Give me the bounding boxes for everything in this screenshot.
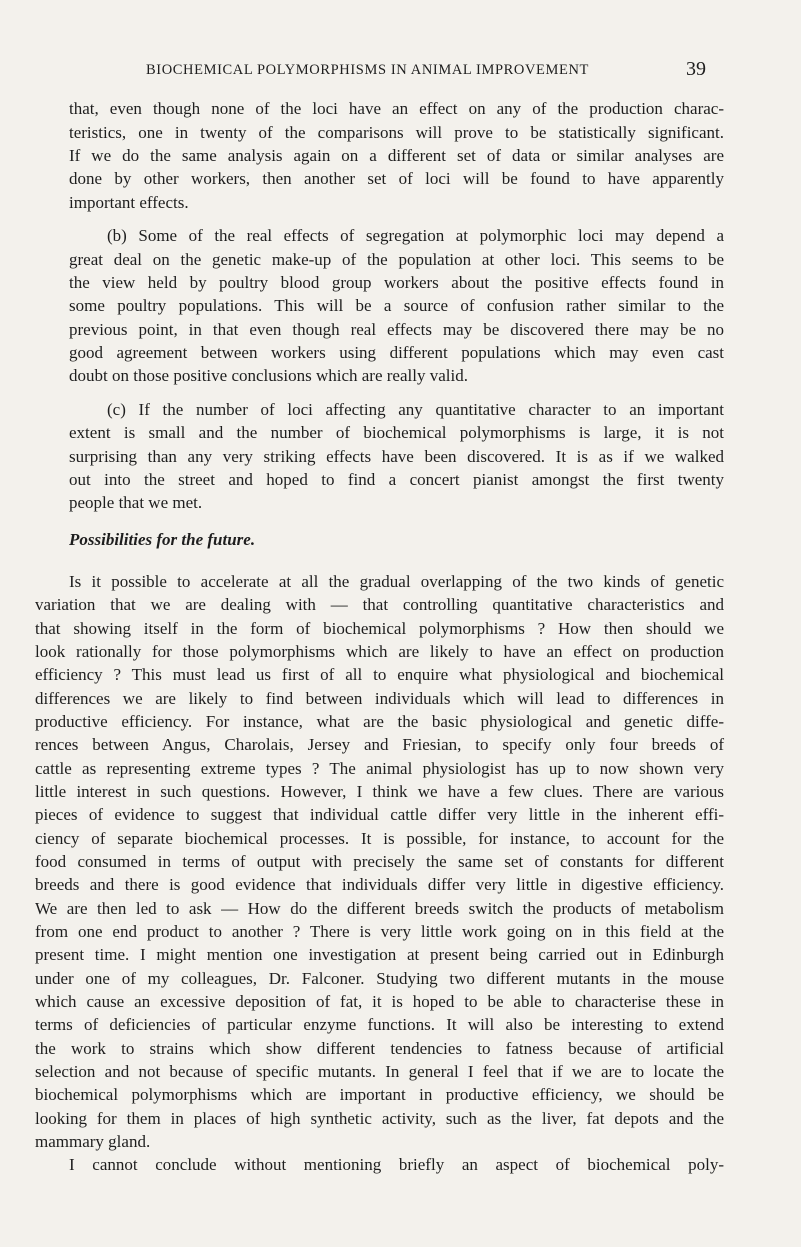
text-line: mammary gland. (35, 1132, 151, 1151)
running-title: BIOCHEMICAL POLYMORPHISMS IN ANIMAL IMPROVEMENT (146, 62, 589, 78)
text-line: some poultry populations. This will be a source of confusion rather similar to the (69, 296, 724, 315)
text-line: selection and not because of specific mutants. In general I feel that if we are to locate the (35, 1062, 724, 1081)
text-line: look rationally for those polymorphisms which are likely to have an effect on production (35, 642, 724, 661)
text-line: previous point, in that even though real effects may be discovered there may be no (69, 320, 724, 339)
text-line: I cannot conclude without mentioning briefly an aspect of biochemical poly- (69, 1155, 724, 1174)
text-line: ciency of separate biochemical processes. It is possible, for instance, to account for the (35, 829, 724, 848)
section-heading: Possibilities for the future. (69, 530, 256, 549)
text-line: the work to strains which show different tendencies to fatness because of artificial (35, 1039, 724, 1058)
text-line: rences between Angus, Charolais, Jersey and Friesian, to specify only four breeds of (35, 735, 724, 754)
text-line: We are then led to ask — How do the different breeds switch the products of metabolism (35, 899, 724, 918)
text-line: from one end product to another ? There is very little work going on in this field at the (35, 922, 724, 941)
text-line: efficiency ? This must lead us first of all to enquire what physiological and biochemical (35, 665, 724, 684)
text-line: food consumed in terms of output with precisely the same set of constants for different (35, 852, 724, 871)
text-line: under one of my colleagues, Dr. Falconer. Studying two different mutants in the mouse (35, 969, 724, 988)
text-line: present time. I might mention one investigation at present being carried out in Edinburgh (35, 945, 724, 964)
text-line: looking for them in places of high synthetic activity, such as the liver, fat depots and the (35, 1109, 724, 1128)
text-line: cattle as representing extreme types ? The animal physiologist has up to now shown very (35, 759, 724, 778)
text-line: Is it possible to accelerate at all the gradual overlapping of the two kinds of genetic (69, 572, 724, 591)
text-line: done by other workers, then another set of loci will be found to have apparently (69, 169, 724, 188)
text-line: surprising than any very striking effects have been discovered. It is as if we walked (69, 447, 724, 466)
text-line: breeds and there is good evidence that individuals differ very little in digestive efficiency. (35, 875, 724, 894)
text-line: out into the street and hoped to find a concert pianist amongst the first twenty (69, 470, 724, 489)
text-line: differences we are likely to find between individuals which will lead to differences in (35, 689, 724, 708)
text-line: pieces of evidence to suggest that individual cattle differ very little in the inherent effi- (35, 805, 724, 824)
text-line: great deal on the genetic make-up of the population at other loci. This seems to be (69, 250, 724, 269)
text-line: teristics, one in twenty of the comparisons will prove to be statistically significant. (69, 123, 724, 142)
text-line: good agreement between workers using different populations which may even cast (69, 343, 724, 362)
text-line: (c) If the number of loci affecting any quantitative character to an important (107, 400, 724, 419)
text-line: important effects. (69, 193, 189, 212)
text-line: that showing itself in the form of biochemical polymorphisms ? How then should we (35, 619, 724, 638)
page-number: 39 (686, 58, 706, 80)
text-line: If we do the same analysis again on a different set of data or similar analyses are (69, 146, 724, 165)
text-line: (b) Some of the real effects of segregation at polymorphic loci may depend a (107, 226, 724, 245)
text-line: which cause an excessive deposition of fat, it is hoped to be able to characterise these in (35, 992, 724, 1011)
text-line: productive efficiency. For instance, what are the basic physiological and genetic diffe- (35, 712, 724, 731)
text-line: variation that we are dealing with — that controlling quantitative characteristics and (35, 595, 724, 614)
text-line: biochemical polymorphisms which are important in productive efficiency, we should be (35, 1085, 724, 1104)
text-line: people that we met. (69, 493, 203, 512)
text-line: the view held by poultry blood group workers about the positive effects found in (69, 273, 724, 292)
text-line: extent is small and the number of biochemical polymorphisms is large, it is not (69, 423, 724, 442)
text-line: little interest in such questions. However, I think we have a few clues. There are various (35, 782, 724, 801)
text-line: terms of deficiencies of particular enzyme functions. It will also be interesting to extend (35, 1015, 724, 1034)
text-line: that, even though none of the loci have an effect on any of the production charac- (69, 99, 724, 118)
text-line: doubt on those positive conclusions which are really valid. (69, 366, 468, 385)
